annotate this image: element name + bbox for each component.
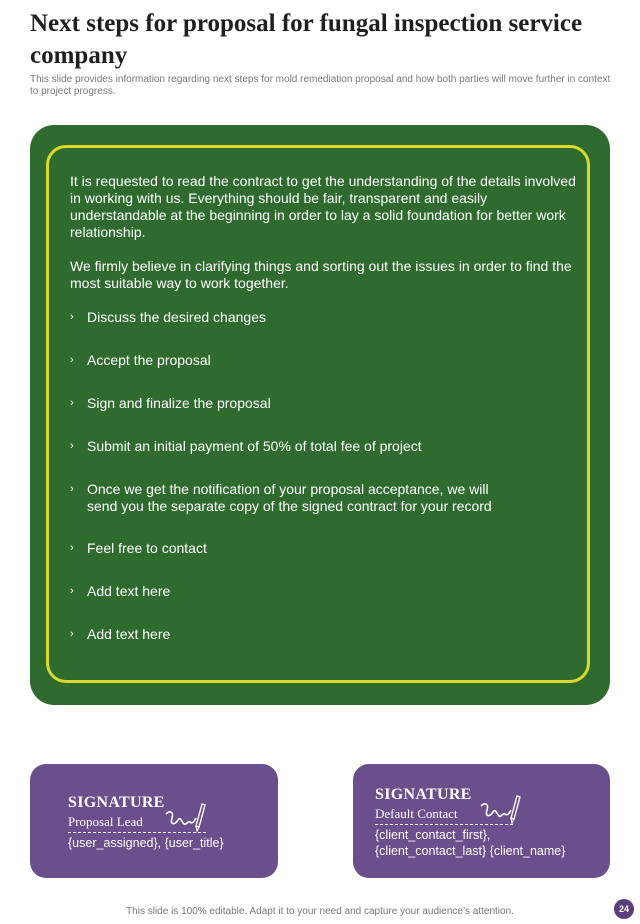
proposal-lead-signature-card [30,764,278,878]
next-steps-content [70,173,585,669]
next-steps-panel [30,125,610,705]
chevron-right-icon: › [70,542,74,554]
list-item-text: Submit an initial payment of 50% of total fee of project [87,438,422,454]
chevron-right-icon: › [70,311,74,323]
page-subtitle: This slide provides information regarding next steps for mold remediation proposal and how both parties will move further in context to project progress. [30,74,611,97]
page-number-badge: 24 [614,899,634,919]
list-item [70,583,585,600]
list-item [70,352,585,369]
chevron-right-icon: › [70,397,74,409]
list-item-text: Sign and finalize the proposal [87,395,271,411]
chevron-right-icon: › [70,483,74,495]
steps-list [70,309,585,643]
default-contact-signature-card [353,764,610,878]
list-item-text: Once we get the notification of your proposal acceptance, we will send you the separate copy of the signed contract for your record [87,481,492,514]
signature-heading: SIGNATURE [375,786,472,803]
signature-line [375,824,513,825]
list-item-text: Add text here [87,626,171,642]
signature-scribble-icon [479,792,523,826]
list-item-text: Discuss the desired changes [87,309,266,325]
signature-line [68,832,206,833]
signature-role: Default Contact [375,806,458,821]
signature-role: Proposal Lead [68,814,143,829]
list-item [70,309,585,326]
list-item-text: Feel free to contact [87,540,207,556]
list-item [70,438,585,455]
chevron-right-icon: › [70,354,74,366]
signature-placeholder: {client_contact_first}, {client_contact_last} {client_name} [375,828,566,858]
belief-paragraph: We firmly believe in clarifying things and sorting out the issues in order to find the most suitable way to work together. [70,258,572,291]
footer-note: This slide is 100% editable. Adapt it to your need and capture your audience’s attention. [126,906,514,917]
list-item [70,395,585,412]
signature-placeholder: {user_assigned}, {user_title} [68,836,224,850]
page-title: Next steps for proposal for fungal inspection service company [30,10,583,69]
list-item [70,540,585,557]
chevron-right-icon: › [70,628,74,640]
chevron-right-icon: › [70,440,74,452]
list-item [70,626,585,643]
list-item [70,481,585,515]
chevron-right-icon: › [70,585,74,597]
list-item-text: Add text here [87,583,171,599]
signature-heading: SIGNATURE [68,794,165,811]
intro-paragraph: It is requested to read the contract to get the understanding of the details involved in working with us. Everything should be fair, transparent and easily understandable at the beginning in order to lay a solid foundation for better work relationship. [70,173,576,240]
signature-scribble-icon [164,800,208,834]
list-item-text: Accept the proposal [87,352,211,368]
